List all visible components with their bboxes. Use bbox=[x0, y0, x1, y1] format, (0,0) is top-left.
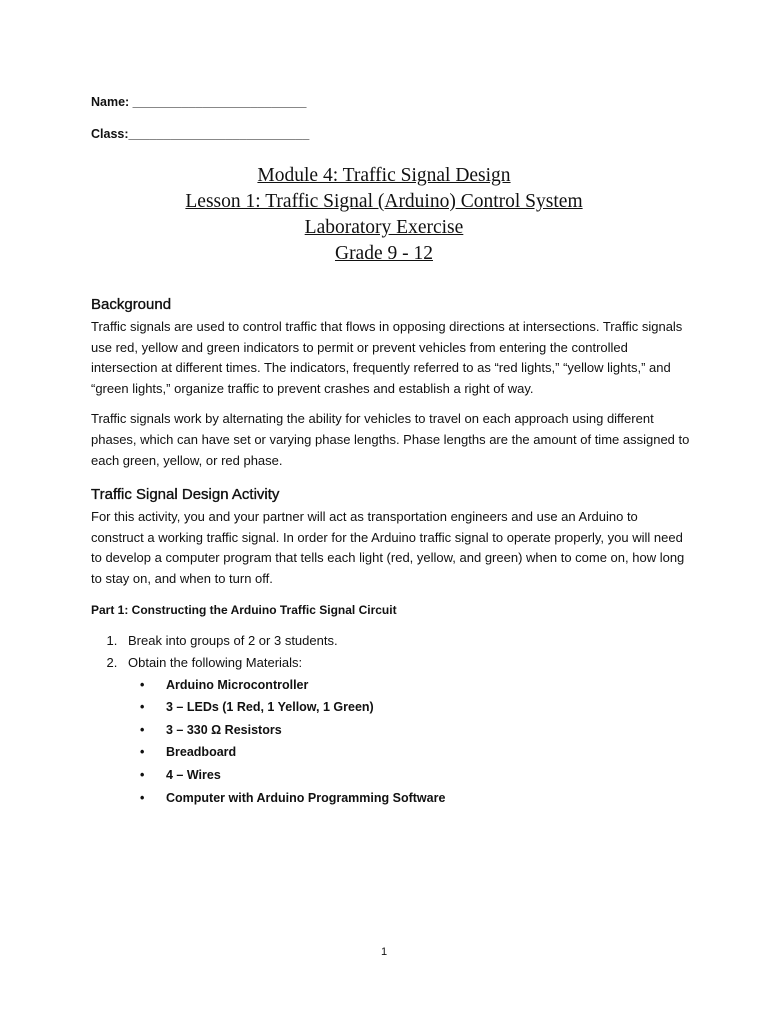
exercise-title: Laboratory Exercise bbox=[304, 217, 464, 238]
class-field: Class:__________________________ bbox=[91, 127, 310, 141]
part1-heading: Part 1: Constructing the Arduino Traffic Signal Circuit bbox=[91, 602, 397, 617]
material-item: • Breadboard bbox=[156, 741, 691, 764]
steps-list bbox=[91, 630, 691, 810]
step-text: Break into groups of 2 or 3 students. bbox=[128, 632, 338, 648]
page-content bbox=[91, 92, 691, 809]
title-block bbox=[91, 163, 677, 267]
grade-title: Grade 9 - 12 bbox=[334, 243, 433, 264]
material-item: • 4 – Wires bbox=[156, 764, 691, 787]
background-paragraph: Traffic signals work by alternating the ability for vehicles to travel on each approach using different phases, which can have set or varying phase lengths. Phase lengths are the amount of time assigned to each green, yellow, or red phase. bbox=[91, 411, 690, 468]
background-paragraph: Traffic signals are used to control traffic that flows in opposing directions at intersections. Traffic signals use red, yellow and green indicators to permit or prevent vehicles from entering the controlled intersection at different times. The indicators, frequently referred to as “red lights,” “yellow lights,” and “green lights,” organize traffic to prevent crashes and establish a right of way. bbox=[91, 319, 683, 396]
materials-list bbox=[128, 674, 691, 810]
material-item: • Computer with Arduino Programming Software bbox=[156, 787, 691, 810]
step-item bbox=[121, 630, 691, 652]
name-field: Name: _________________________ bbox=[91, 95, 307, 109]
material-item: • 3 – 330 Ω Resistors bbox=[156, 719, 691, 742]
step-text: Obtain the following Materials: bbox=[128, 654, 303, 670]
background-heading: Background bbox=[91, 296, 172, 313]
step-item bbox=[121, 652, 691, 810]
module-title: Module 4: Traffic Signal Design bbox=[257, 165, 511, 186]
material-item: • Arduino Microcontroller bbox=[156, 674, 691, 697]
page-number: 1 bbox=[380, 946, 388, 958]
activity-paragraph: For this activity, you and your partner will act as transportation engineers and use an Arduino to construct a working traffic signal. In order for the Arduino traffic signal to operate properly, you will need to develop a computer program that tells each light (red, yellow, and green) when to come on, how long to stay on, and when to turn off. bbox=[91, 509, 685, 586]
activity-heading: Traffic Signal Design Activity bbox=[91, 486, 280, 504]
lesson-title: Lesson 1: Traffic Signal (Arduino) Control System bbox=[185, 191, 583, 212]
material-item: • 3 – LEDs (1 Red, 1 Yellow, 1 Green) bbox=[156, 696, 691, 719]
